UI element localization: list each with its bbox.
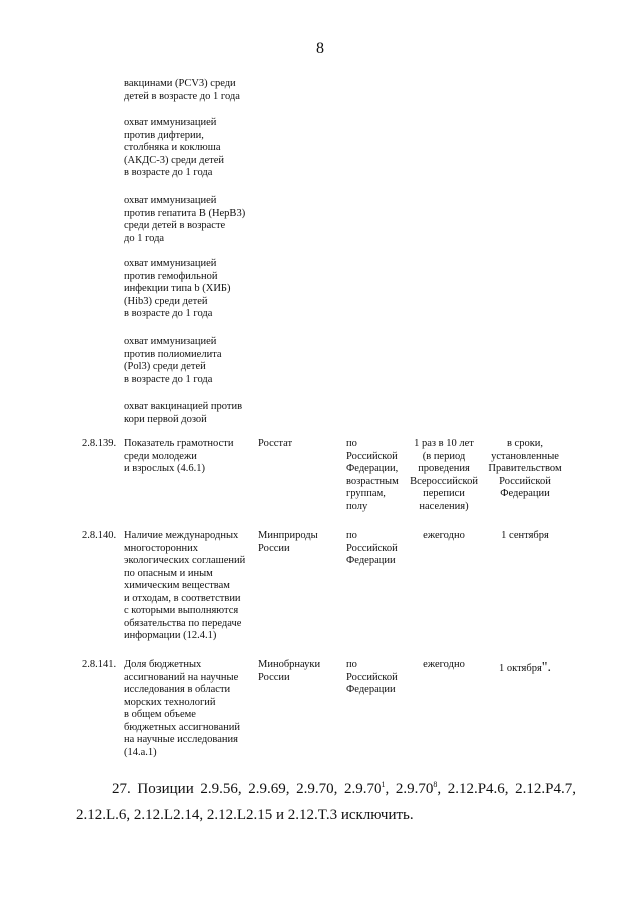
row-number: 2.8.139. [82,438,117,449]
continued-item: охват иммунизацией против дифтерии, столбняка и коклюша (АКДС-3) среди детей в возрасте до 1 года [124,117,225,178]
continued-item: охват иммунизацией против гепатита B (HepB3) среди детей в возрасте до 1 года [124,195,246,244]
deadline: 1 сентября [501,530,549,541]
breakdown: по Российской Федерации, возрастным группам, полу [346,438,399,512]
continued-item: охват вакцинацией против кори первой дозой [124,401,243,425]
continued-item: вакцинами (PCV3) среди детей в возрасте до 1 года [124,78,240,102]
row-number: 2.8.140. [82,530,117,541]
deadline: 1 октября [498,663,542,674]
superscript: 1 [381,780,386,789]
responsible-agency: Минобрнауки России [258,659,321,683]
frequency: 1 раз в 10 лет (в период проведения Всероссийской переписи населения) [410,438,478,512]
deadline: в сроки, установленные Правительством Российской Федерации [488,438,562,499]
breakdown: по Российской Федерации [346,659,398,695]
closing-quote: ". [541,660,551,675]
frequency: ежегодно [423,530,465,541]
continued-item: охват иммунизацией против полиомиелита (Pol3) среди детей в возрасте до 1 года [124,336,222,385]
deadline-cell [478,662,572,676]
frequency: ежегодно [423,659,465,670]
responsible-agency: Минприроды России [258,530,318,554]
indicator-name: Доля бюджетных ассигнований на научные исследования в области морских технологий в общем объеме бюджетных ассигнований на научные исследования (14.a.1) [124,659,241,758]
continued-item: охват иммунизацией против гемофильной инфекции типа b (ХИБ) (Hib3) среди детей в возрасте до 1 года [124,258,231,319]
responsible-agency: Росстат [258,438,293,449]
row-number: 2.8.141. [82,659,117,670]
amendment-paragraph: 27. Позиции 2.9.56, 2.9.69, 2.9.70, 2.9.70$^1$, 2.9.70$^8$, 2.12.P4.6, 2.12.P4.7, 2.12.L.6, 2.12.L2.14, 2.12.L2.15 и 2.12.T.3 исключить. [76,780,576,823]
breakdown: по Российской Федерации [346,530,398,566]
superscript: 8 [433,780,438,789]
indicator-name: Наличие международных многосторонних экологических соглашений по опасным и иным химическим веществам и отходам, в соответствии с которыми выполняются обязательства по передаче информации (12.4.1) [124,530,246,641]
page-number: 8 [316,40,324,57]
indicator-name: Показатель грамотности среди молодежи и взрослых (4.6.1) [124,438,234,474]
